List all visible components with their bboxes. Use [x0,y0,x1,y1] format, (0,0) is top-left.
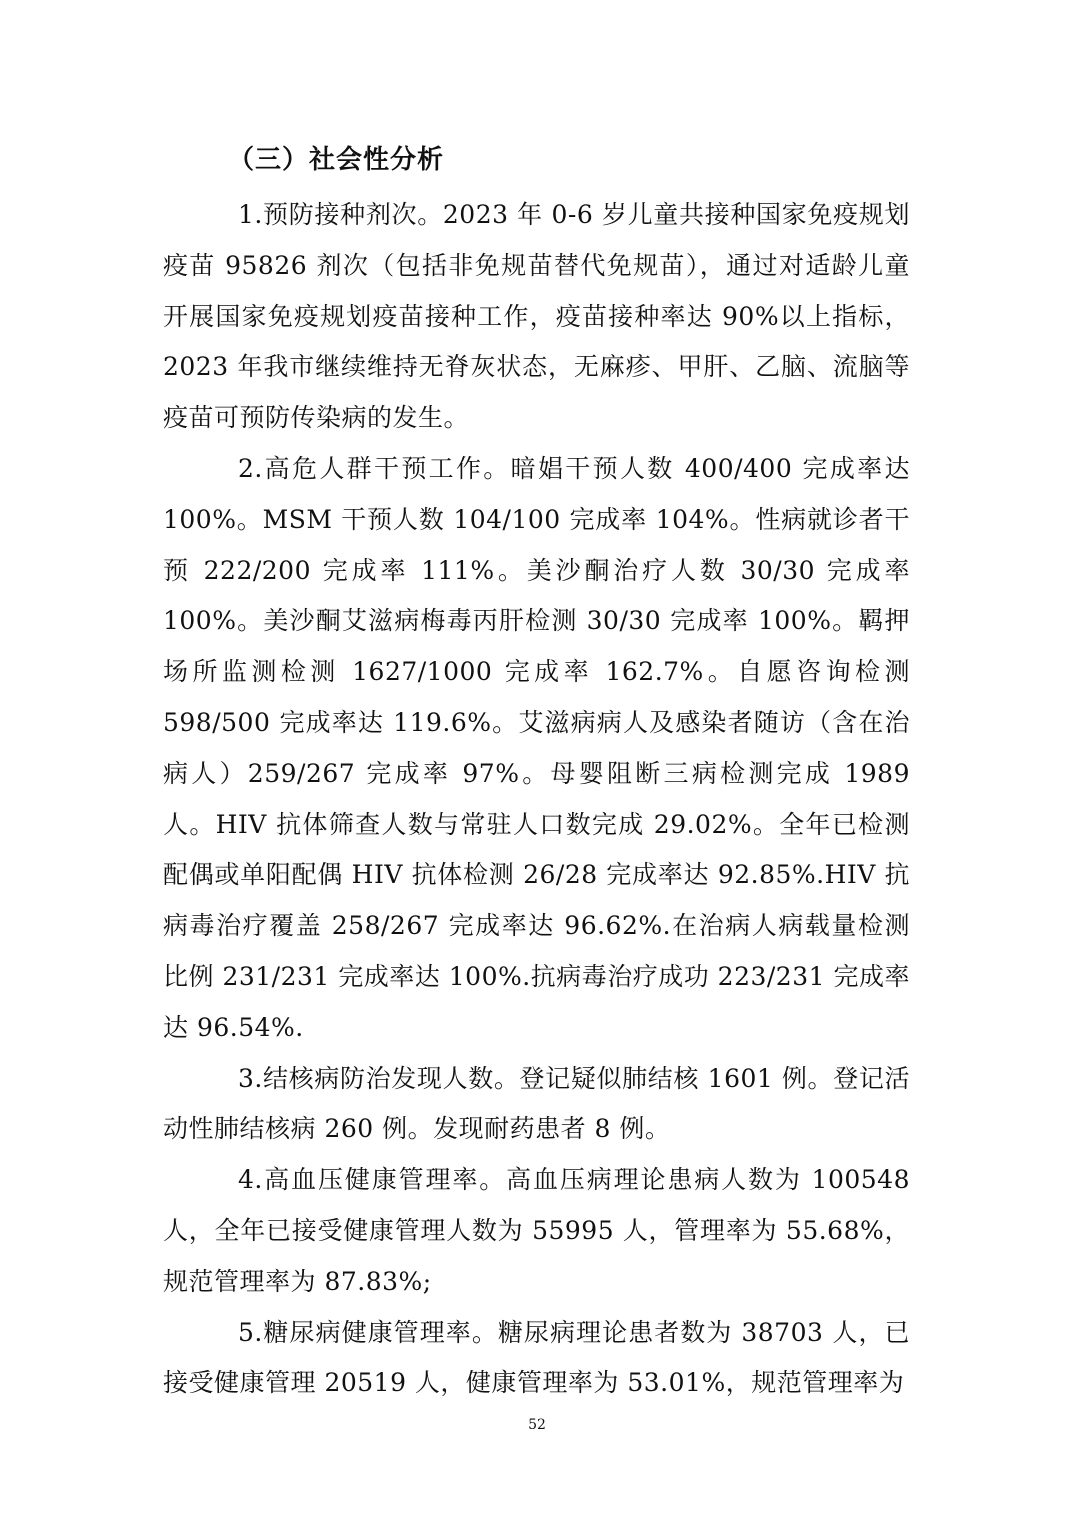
paragraph-high-risk-intervention: 2.高危人群干预工作。暗娼干预人数 400/400 完成率达 100%。MSM 干预人数 104/100 完成率 104%。性病就诊者干预 222/200 完成率 111%。美沙酮治疗人数 30/30 完成率 100%。美沙酮艾滋病梅毒丙肝检测 30/30 完成率 100%。羁押场所监测检测 1627/1000 完成率 162.7%。自愿咨询检测 598/500 完成率达 119.6%。艾滋病病人及感染者随访（含在治病人）259/267 完成率 97%。母婴阻断三病检测完成 1989 人。HIV 抗体筛查人数与常驻人口数完成 29.02%。全年已检测配偶或单阳配偶 HIV 抗体检测 26/28 完成率达 92.85%.HIV 抗病毒治疗覆盖 258/267 完成率达 96.62%.在治病人病载量检测比例 231/231 完成率达 100%.抗病毒治疗成功 223/231 完成率达 96.54%. [163,453,910,1042]
body-text [163,190,910,1409]
paragraph-hypertension: 4.高血压健康管理率。高血压病理论患病人数为 100548 人，全年已接受健康管理人数为 55995 人，管理率为 55.68%，规范管理率为 87.83%; [163,1165,910,1296]
page-number: 52 [528,1417,546,1433]
section-title: （三）社会性分析 [228,145,445,175]
paragraph-vaccination: 1.预防接种剂次。2023 年 0-6 岁儿童共接种国家免疫规划疫苗 95826 剂次（包括非免规苗替代免规苗），通过对适龄儿童开展国家免疫规划疫苗接种工作，疫苗接种率达 90%以上指标，2023 年我市继续维持无脊灰状态，无麻疹、甲肝、乙脑、流脑等疫苗可预防传染病的发生。 [163,200,910,433]
paragraph-tuberculosis: 3.结核病防治发现人数。登记疑似肺结核 1601 例。登记活动性肺结核病 260 例。发现耐药患者 8 例。 [163,1063,910,1144]
paragraph-diabetes: 5.糖尿病健康管理率。糖尿病理论患者数为 38703 人，已接受健康管理 20519 人，健康管理率为 53.01%，规范管理率为 [163,1317,910,1398]
